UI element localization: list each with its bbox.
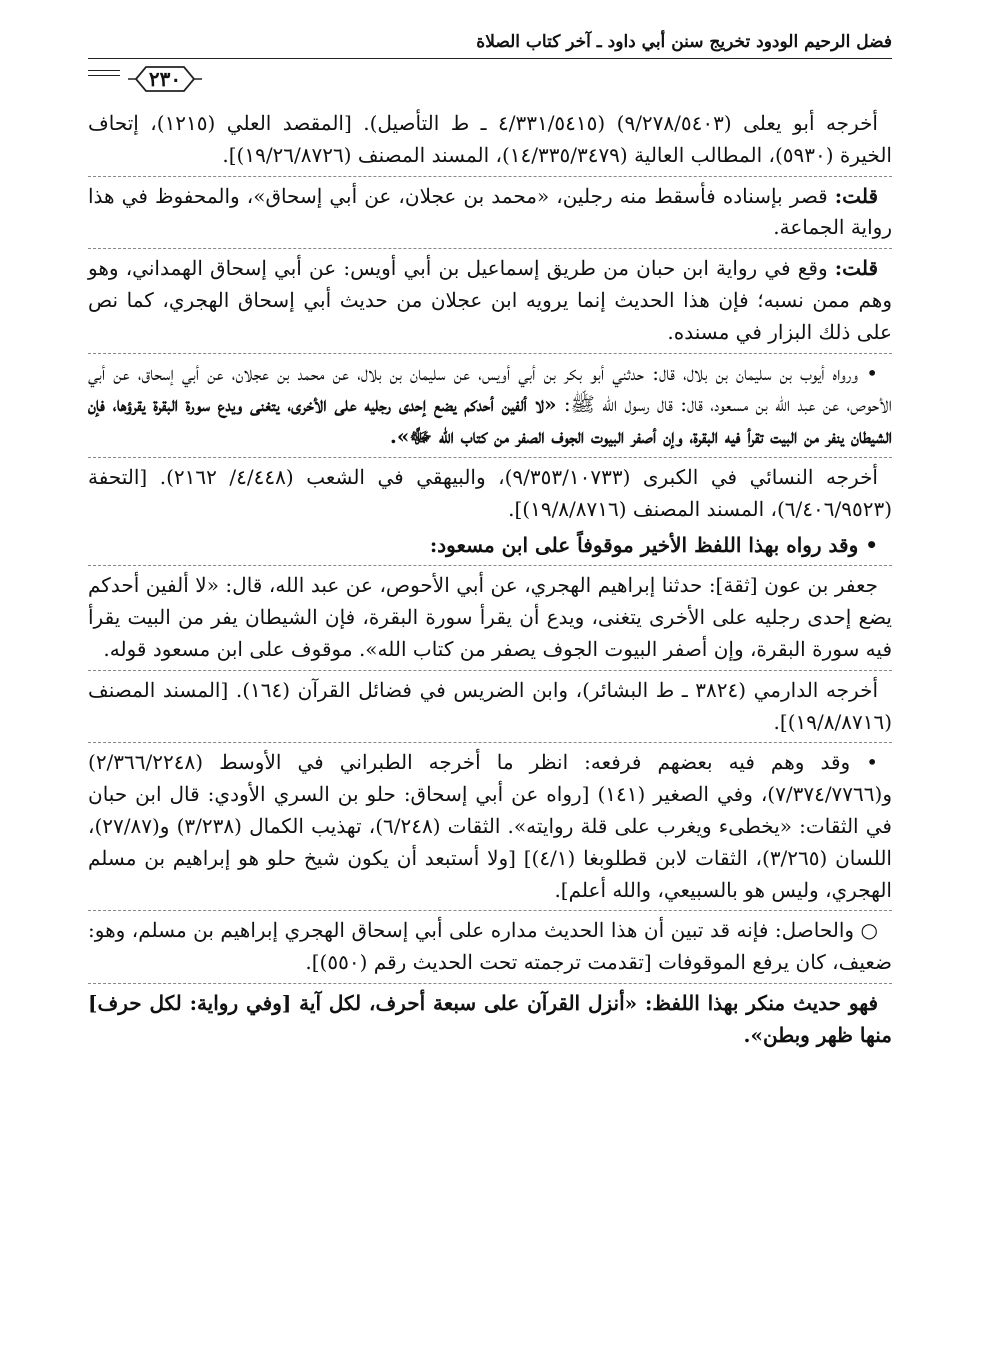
paragraph-text: قصر بإسناده فأسقط منه رجلين، «محمد بن عجلان، عن أبي إسحاق»، والمحفوظ في هذا رواية الجماعة. (88, 183, 892, 240)
badge-double-rule (88, 70, 120, 80)
paragraph-1 (88, 108, 892, 172)
hadith-quote: «لا ألفين أحدكم يضع إحدى رجليه على الأخرى، يتغنى ويدع سورة البقرة يقرؤها، فإن الشيطان ينفر من البيت تقرأ فيه البقرة، وإن أصفر البيوت الجوف الصفر من كتاب الله ﷻ». (88, 392, 892, 449)
paragraph-10 (88, 915, 892, 979)
separator-line (88, 670, 892, 671)
paragraph-lead: قلت: (834, 256, 878, 281)
separator-line (88, 176, 892, 177)
header-rule (88, 58, 892, 59)
paragraph-11 (88, 988, 892, 1052)
separator-line (88, 742, 892, 743)
page-body (88, 108, 892, 1056)
paragraph-9 (88, 747, 892, 906)
page-number: ٢٣٠ (148, 67, 182, 91)
paragraph-4 (88, 358, 892, 453)
paragraph-text: • ورواه أيوب بن سليمان بن بلال، قال: حدثني أبو بكر بن أبي أويس، عن سليمان بن بلال، عن محمد بن عجلان، عن أبي إسحاق، عن أبي الأحوص، عن عبد الله بن مسعود، قال: قال رسول الله ﷺ: (88, 360, 892, 417)
paragraph-text: وقع في رواية ابن حبان من طريق إسماعيل بن أبي أويس: عن أبي إسحاق الهمداني، وهو وهم ممن نسبه؛ فإن هذا الحديث إنما يرويه ابن عجلان من حديث أبي إسحاق الهجري، كما نص على ذلك البزار في مسنده. (88, 256, 892, 344)
separator-line (88, 248, 892, 249)
paragraph-text: ○ والحاصل: فإنه قد تبين أن هذا الحديث مداره على أبي إسحاق الهجري إبراهيم بن مسلم، وهو: ضعيف، كان يرفع الموقوفات [تقدمت ترجمته تحت الحديث رقم (٥٥٠)]. (88, 918, 892, 975)
page-number-badge (126, 63, 204, 95)
conclusion-text: فهو حديث منكر بهذا اللفظ: «أنزل القرآن على سبعة أحرف، لكل آية [وفي رواية: لكل حرف] منها ظهر وبطن». (88, 990, 892, 1047)
paragraph-text: أخرجه أبو يعلى (٩/٢٧٨/٥٤٠٣) (٤/٣٣١/٥٤١٥ ـ ط التأصيل). [المقصد العلي (١٢١٥)، إتحاف الخيرة (٥٩٣٠)، المطالب العالية (١٤/٣٣٥/٣٤٧٩)، المسند المصنف (١٩/٢٦/٨٧٢٦)]. (88, 111, 892, 167)
paragraph-7 (88, 570, 892, 665)
separator-line (88, 983, 892, 984)
separator-line (88, 457, 892, 458)
paragraph-text: جعفر بن عون [ثقة]: حدثنا إبراهيم الهجري، عن أبي الأحوص، عن عبد الله، قال: «لا ألفين أحدكم يضع إحدى رجليه على الأخرى يتغنى، ويدع أن يقرأ سورة البقرة، فإن الشيطان يفر من البيت يقرأ فيه سورة البقرة، وإن أصفر البيوت الجوف يصفر من كتاب الله». موقوف على ابن مسعود قوله. (88, 573, 892, 661)
paragraph-text: • وقد وهم فيه بعضهم فرفعه: انظر ما أخرجه الطبراني في الأوسط (٢/٣٦٦/٢٢٤٨) و(٧/٣٧٤/٧٧٦٦)، وفي الصغير (١٤١) [رواه عن أبي إسحاق: حلو بن السري الأودي: قال ابن حبان في الثقات: «يخطىء ويغرب على قلة روايته». الثقات (٦/٢٤٨)، تهذيب الكمال (٣/٢٣٨) و(٢٧/٨٧)، اللسان (٣/٢٦٥)، الثقات لابن قطلوبغا (٤/١)] [ولا أستبعد أن يكون شيخ حلو هو إبراهيم بن مسلم الهجري، وليس هو بالسبيعي، والله أعلم]. (88, 750, 892, 902)
paragraph-5 (88, 462, 892, 526)
paragraph-lead: قلت: (834, 183, 878, 208)
paragraph-8 (88, 675, 892, 739)
separator-line (88, 910, 892, 911)
paragraph-3 (88, 253, 892, 348)
paragraph-lead: • وقد رواه بهذا اللفظ الأخير موقوفاً على ابن مسعود: (429, 532, 878, 557)
paragraph-text: أخرجه الدارمي (٣٨٢٤ ـ ط البشائر)، وابن الضريس في فضائل القرآن (١٦٤). [المسند المصنف (١٩/٨/٨٧١٦)]. (88, 677, 892, 734)
paragraph-2 (88, 181, 892, 245)
separator-line (88, 565, 892, 566)
header-title: فضل الرحيم الودود تخريج سنن أبي داود ـ آخر كتاب الصلاة (476, 32, 892, 52)
running-header (88, 28, 892, 92)
paragraph-text: أخرجه النسائي في الكبرى (٩/٣٥٣/١٠٧٣٣)، والبيهقي في الشعب (٤/٤٤٨/ ٢١٦٢). [التحفة (٦/٤٠٦/٩٥٢٣)، المسند المصنف (١٩/٨/٨٧١٦)]. (88, 464, 892, 521)
separator-line (88, 353, 892, 354)
paragraph-6 (88, 530, 892, 562)
